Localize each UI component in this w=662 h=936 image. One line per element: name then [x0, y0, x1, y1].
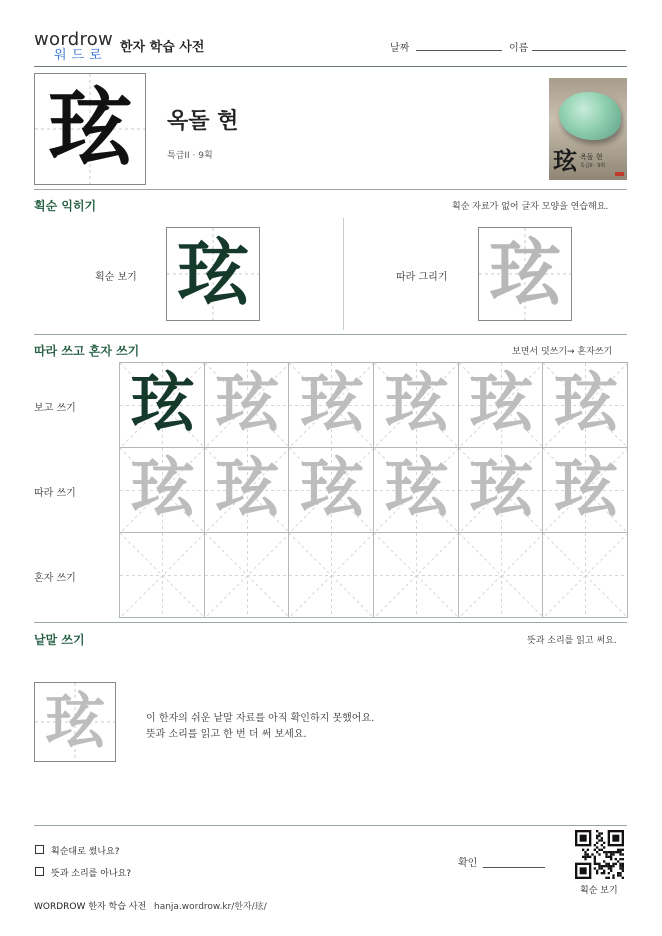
thumb-hanja: 玹 — [553, 146, 577, 175]
practice-grid — [119, 362, 627, 617]
word-message-2: 뜻과 소리를 읽고 한 번 더 써 보세요. — [146, 729, 307, 740]
confirm-label: 확인 — [458, 858, 478, 869]
main-hanja: 玹 — [47, 78, 132, 177]
check-stroke-order-label: 획순대로 썼나요? — [51, 847, 120, 857]
practice-row — [119, 532, 627, 617]
practice-hanja: 玹 — [469, 366, 534, 441]
trace-label: 따라 그리기 — [396, 272, 448, 283]
stroke-view-hanja: 玹 — [176, 230, 249, 315]
trace-box[interactable] — [478, 227, 572, 321]
cell-guide-lines — [120, 533, 204, 617]
practice-hanja: 玹 — [299, 366, 364, 441]
cell-guide-lines — [543, 533, 627, 617]
main-hanja-box — [34, 73, 146, 185]
date-label: 날짜 — [390, 43, 410, 54]
practice-cell[interactable] — [204, 447, 290, 533]
thumb-badge — [615, 172, 624, 176]
practice-cell[interactable] — [373, 447, 459, 533]
footer-divider — [34, 825, 627, 826]
practice-cell[interactable] — [119, 447, 205, 533]
cell-guide-lines — [289, 533, 373, 617]
thumb-meta: 특급II · 9획 — [580, 163, 606, 169]
jade-stone — [559, 92, 621, 140]
stroke-view-label: 획순 보기 — [95, 272, 137, 283]
practice-hanja: 玹 — [130, 451, 195, 526]
practice-cell[interactable] — [288, 447, 374, 533]
cell-guide-lines — [459, 533, 543, 617]
practice-cell[interactable] — [373, 362, 459, 448]
practice-hanja: 玹 — [299, 451, 364, 526]
practice-hanja: 玹 — [384, 451, 449, 526]
check-meaning-sound-label: 뜻과 소리를 아나요? — [51, 869, 132, 879]
practice-row — [119, 447, 627, 532]
qr-code[interactable] — [575, 830, 624, 879]
row-label-trace: 따라 쓰기 — [34, 488, 76, 499]
stroke-section-title: 획순 익히기 — [34, 199, 97, 213]
trace-hanja: 玹 — [488, 230, 561, 315]
thumb-title: 옥돌 현 — [580, 153, 603, 161]
character-thumbnail — [549, 78, 627, 180]
row-label-look: 보고 쓰기 — [34, 403, 76, 414]
word-message-1: 이 한자의 쉬운 낱말 자료를 아직 확인하지 못했어요. — [146, 713, 375, 724]
word-section-title: 낱말 쓰기 — [34, 633, 85, 647]
practice-cell[interactable] — [204, 532, 290, 618]
check-stroke-order[interactable] — [35, 845, 44, 854]
practice-cell[interactable] — [373, 532, 459, 618]
practice-cell[interactable] — [458, 447, 544, 533]
stroke-section-note: 획순 자료가 없어 글자 모양을 연습해요. — [452, 202, 609, 212]
footer-brand: WORDROW 한자 학습 사전 — [34, 902, 147, 912]
practice-cell[interactable] — [458, 532, 544, 618]
practice-cell[interactable] — [542, 447, 628, 533]
row-label-alone: 혼자 쓰기 — [34, 573, 76, 584]
word-hanja: 玹 — [45, 687, 105, 757]
practice-hanja: 玹 — [384, 366, 449, 441]
practice-cell[interactable] — [119, 362, 205, 448]
name-label: 이름 — [509, 43, 529, 54]
practice-hanja: 玹 — [553, 451, 618, 526]
practice-hanja: 玹 — [130, 366, 195, 441]
practice-cell[interactable] — [542, 362, 628, 448]
check-meaning-sound[interactable] — [35, 867, 44, 876]
logo — [34, 30, 116, 66]
practice-hanja: 玹 — [215, 451, 280, 526]
practice-hanja: 玹 — [215, 366, 280, 441]
write-section-note: 보면서 덧쓰기→ 혼자쓰기 — [512, 347, 613, 357]
practice-hanja: 玹 — [469, 451, 534, 526]
cell-guide-lines — [205, 533, 289, 617]
footer-url[interactable]: hanja.wordrow.kr/한자/玹/ — [154, 902, 267, 912]
practice-cell[interactable] — [288, 532, 374, 618]
logo-korean: 워드로 — [54, 48, 107, 63]
cell-guide-lines — [374, 533, 458, 617]
grade-strokes: 특급II · 9획 — [167, 151, 213, 161]
qr-pattern — [575, 830, 624, 879]
practice-cell[interactable] — [204, 362, 290, 448]
logo-wordmark: wordrow — [34, 29, 114, 50]
date-field[interactable] — [416, 50, 502, 51]
word-section-note: 뜻과 소리를 읽고 써요. — [527, 636, 617, 646]
stroke-divider — [34, 334, 627, 335]
card-divider — [34, 189, 627, 190]
write-section-title: 따라 쓰고 혼자 쓰기 — [34, 344, 140, 358]
practice-cell[interactable] — [288, 362, 374, 448]
header-divider — [34, 66, 627, 67]
stroke-section-separator — [343, 218, 344, 330]
word-hanja-box — [34, 682, 116, 762]
practice-cell[interactable] — [119, 532, 205, 618]
qr-label: 획순 보기 — [580, 886, 618, 896]
stroke-view-box — [166, 227, 260, 321]
name-field[interactable] — [532, 50, 626, 51]
meaning-sound: 옥돌 현 — [167, 109, 239, 134]
practice-row — [119, 362, 627, 447]
write-divider — [34, 622, 627, 623]
app-title: 한자 학습 사전 — [120, 40, 205, 55]
confirm-field[interactable] — [483, 867, 545, 868]
practice-cell[interactable] — [542, 532, 628, 618]
practice-hanja: 玹 — [553, 366, 618, 441]
practice-cell[interactable] — [458, 362, 544, 448]
